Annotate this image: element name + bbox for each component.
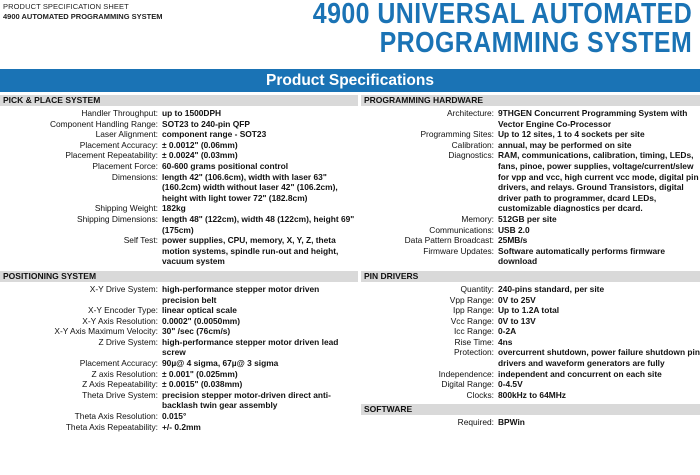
- spec-row: [0, 305, 358, 316]
- spec-value: 0-4.5V: [498, 379, 523, 390]
- spec-value: length 42" (106.6cm), width with laser 63" (160.2cm) width without laser 42" (106.2cm), height with light tower 72" (182.8cm): [162, 171, 338, 203]
- spec-value: 9THGEN Concurrent Programming System with Vector Engine Co-Processor: [498, 108, 688, 129]
- spec-label: Placement Accuracy:: [79, 139, 158, 150]
- spec-value: 0V to 13V: [498, 315, 536, 326]
- spec-row: [361, 369, 700, 380]
- spec-row: [361, 390, 700, 401]
- spec-label: Theta Drive System:: [82, 389, 158, 400]
- spec-value: RAM, communications, calibration, timing, LEDs, fans, pinoe, power supplies, voltage/current/slew for vpp and vcc, high current vcc mode, digital pin drivers, and relays. Ground Transistors, digital driver path to programmer, dcard LEDs, customizable diagnostics per dcard.: [498, 150, 699, 214]
- spec-value: 30" /sec (76cm/s): [162, 326, 231, 337]
- spec-row: [0, 129, 358, 140]
- spec-label: Memory:: [461, 213, 494, 224]
- spec-value: up to 1500DPH: [162, 108, 222, 118]
- spec-row: [361, 295, 700, 306]
- spec-label: Digital Range:: [441, 379, 494, 390]
- spec-row: [0, 150, 358, 161]
- spec-label: Protection:: [453, 347, 494, 358]
- spec-label: Independence:: [438, 368, 494, 379]
- spec-label: Component Handling Range:: [49, 118, 158, 129]
- page-title: [313, 0, 692, 58]
- spec-value: Up to 1.2A total: [498, 305, 560, 316]
- spec-value: ± 0.0015" (0.038mm): [162, 379, 243, 390]
- spec-row: [0, 337, 358, 358]
- spec-row: [0, 172, 358, 204]
- section-heading: PROGRAMMING HARDWARE: [361, 95, 700, 106]
- spec-label: Clocks:: [466, 389, 494, 400]
- section-heading: SOFTWARE: [361, 404, 700, 415]
- spec-value: +/- 0.2mm: [162, 421, 201, 432]
- spec-value: 90µ@ 4 sigma, 67µ@ 3 sigma: [162, 358, 279, 369]
- spec-label: Handler Throughput:: [81, 108, 158, 118]
- spec-value: BPWin: [498, 417, 525, 428]
- specifications-banner: Product Specifications: [0, 69, 700, 92]
- spec-value: power supplies, CPU, memory, X, Y, Z, theta motion systems, spindle run-out and height, vacuum system: [162, 235, 339, 267]
- spec-row: [361, 379, 700, 390]
- section-heading: POSITIONING SYSTEM: [0, 271, 358, 282]
- spec-row: [361, 246, 700, 267]
- spec-label: Data Pattern Broadcast:: [404, 235, 494, 246]
- spec-row: [361, 337, 700, 348]
- spec-value: Up to 12 sites, 1 to 4 sockets per site: [498, 129, 645, 140]
- spec-row: [0, 235, 358, 267]
- spec-label: Quantity:: [460, 283, 494, 294]
- spec-label: Placement Force:: [92, 160, 158, 171]
- spec-row: [0, 214, 358, 235]
- spec-row: [361, 214, 700, 225]
- spec-value: 25MB/s: [498, 235, 528, 246]
- spec-row: [361, 225, 700, 236]
- spec-value: ± 0.0012" (0.06mm): [162, 139, 238, 150]
- title-line-2: PROGRAMMING SYSTEM: [379, 27, 692, 59]
- spec-label: Diagnostics:: [448, 150, 494, 161]
- spec-value: length 48" (122cm), width 48 (122cm), height 69" (175cm): [162, 213, 355, 235]
- spec-row: [0, 390, 358, 411]
- spec-row: [361, 235, 700, 246]
- spec-label: Theta Axis Resolution:: [74, 411, 158, 422]
- spec-label: X-Y Axis Resolution:: [82, 315, 158, 326]
- title-line-1: 4900 UNIVERSAL AUTOMATED: [312, 0, 692, 30]
- section-positioning: [0, 271, 358, 432]
- spec-row: [361, 129, 700, 140]
- spec-value: 60-600 grams positional control: [162, 160, 289, 171]
- spec-label: Self Test:: [123, 235, 158, 246]
- spec-label: Rise Time:: [454, 336, 494, 347]
- spec-value: overcurrent shutdown, power failure shutdown pin drivers and waveform generators are fully: [498, 347, 700, 369]
- spec-label: Calibration:: [451, 139, 494, 150]
- spec-list: [0, 106, 358, 267]
- spec-label: Placement Accuracy:: [79, 358, 158, 369]
- spec-value: 240-pins standard, per site: [498, 283, 605, 294]
- spec-value: 182kg: [162, 203, 186, 214]
- spec-row: [361, 305, 700, 316]
- spec-label: X-Y Drive System:: [89, 283, 158, 294]
- spec-label: Dimensions:: [111, 171, 158, 182]
- spec-row: [361, 150, 700, 214]
- spec-row: [0, 422, 358, 433]
- section-heading: PIN DRIVERS: [361, 271, 700, 282]
- spec-value: precision stepper motor-driven direct anti-backlash twin gear assembly: [162, 389, 331, 411]
- section-pick-place: [0, 95, 358, 267]
- spec-label: Z Axis Repeatability:: [82, 379, 158, 390]
- spec-list: [0, 282, 358, 432]
- spec-value: USB 2.0: [498, 224, 530, 235]
- section-pin-drivers: [361, 271, 700, 401]
- spec-label: Required:: [457, 417, 494, 428]
- spec-value: ± 0.001" (0.025mm): [162, 368, 238, 379]
- spec-value: linear optical scale: [162, 305, 237, 316]
- spec-label: Laser Alignment:: [95, 129, 158, 140]
- spec-label: Vcc Range:: [450, 315, 494, 326]
- spec-row: [0, 326, 358, 337]
- spec-value: Software automatically performs firmware download: [498, 245, 666, 267]
- spec-label: Placement Repeatability:: [65, 150, 158, 161]
- spec-label: Vpp Range:: [449, 294, 494, 305]
- spec-row: [0, 369, 358, 380]
- spec-row: [361, 316, 700, 327]
- spec-value: high-performance stepper motor driven lead screw: [162, 336, 339, 358]
- spec-list: [361, 106, 700, 267]
- spec-label: Shipping Weight:: [94, 203, 158, 214]
- spec-row: [0, 379, 358, 390]
- spec-list: [361, 415, 700, 428]
- spec-row: [0, 161, 358, 172]
- document-type: PRODUCT SPECIFICATION SHEET: [3, 2, 129, 11]
- spec-label: Programming Sites:: [420, 129, 494, 140]
- spec-label: Ipp Range:: [453, 305, 494, 316]
- spec-row: [361, 347, 700, 368]
- spec-row: [0, 358, 358, 369]
- spec-value: 0V to 25V: [498, 294, 536, 305]
- spec-row: [361, 108, 700, 129]
- spec-value: SOT23 to 240-pin QFP: [162, 118, 250, 129]
- spec-value: component range - SOT23: [162, 129, 267, 140]
- section-software: [361, 404, 700, 428]
- spec-label: Firmware Updates:: [423, 245, 494, 256]
- spec-list: [361, 282, 700, 401]
- document-subtitle: 4900 AUTOMATED PROGRAMMING SYSTEM: [3, 12, 163, 21]
- spec-label: X-Y Encoder Type:: [88, 305, 158, 316]
- spec-label: Icc Range:: [453, 326, 494, 337]
- spec-value: 512GB per site: [498, 213, 557, 224]
- right-column: [361, 95, 700, 428]
- spec-value: annual, may be performed on site: [498, 139, 632, 150]
- spec-label: X-Y Axis Maximum Velocity:: [54, 326, 158, 337]
- section-programming-hardware: [361, 95, 700, 267]
- spec-label: Z Drive System:: [98, 336, 158, 347]
- spec-value: 0-2A: [498, 326, 517, 337]
- spec-row: [361, 140, 700, 151]
- section-heading: PICK & PLACE SYSTEM: [0, 95, 358, 106]
- spec-value: 4ns: [498, 336, 513, 347]
- spec-row: [0, 316, 358, 327]
- spec-value: 0.0002" (0.0050mm): [162, 315, 241, 326]
- spec-label: Architecture:: [446, 108, 494, 118]
- spec-value: ± 0.0024" (0.03mm): [162, 150, 238, 161]
- spec-row: [0, 119, 358, 130]
- spec-value: 0.015°: [162, 411, 187, 422]
- spec-row: [0, 411, 358, 422]
- spec-row: [0, 140, 358, 151]
- spec-label: Shipping Dimensions:: [76, 213, 158, 224]
- spec-row: [0, 203, 358, 214]
- spec-row: [361, 326, 700, 337]
- spec-label: Z axis Resolution:: [91, 368, 158, 379]
- spec-row: [361, 284, 700, 295]
- spec-value: 800kHz to 64MHz: [498, 389, 566, 400]
- spec-row: [361, 417, 700, 428]
- spec-value: high-performance stepper motor driven precision belt: [162, 283, 320, 305]
- spec-label: Theta Axis Repeatability:: [65, 421, 158, 432]
- spec-row: [0, 284, 358, 305]
- left-column: [0, 95, 358, 432]
- spec-value: independent and concurrent on each site: [498, 368, 662, 379]
- spec-label: Communications:: [429, 224, 494, 235]
- spec-row: [0, 108, 358, 119]
